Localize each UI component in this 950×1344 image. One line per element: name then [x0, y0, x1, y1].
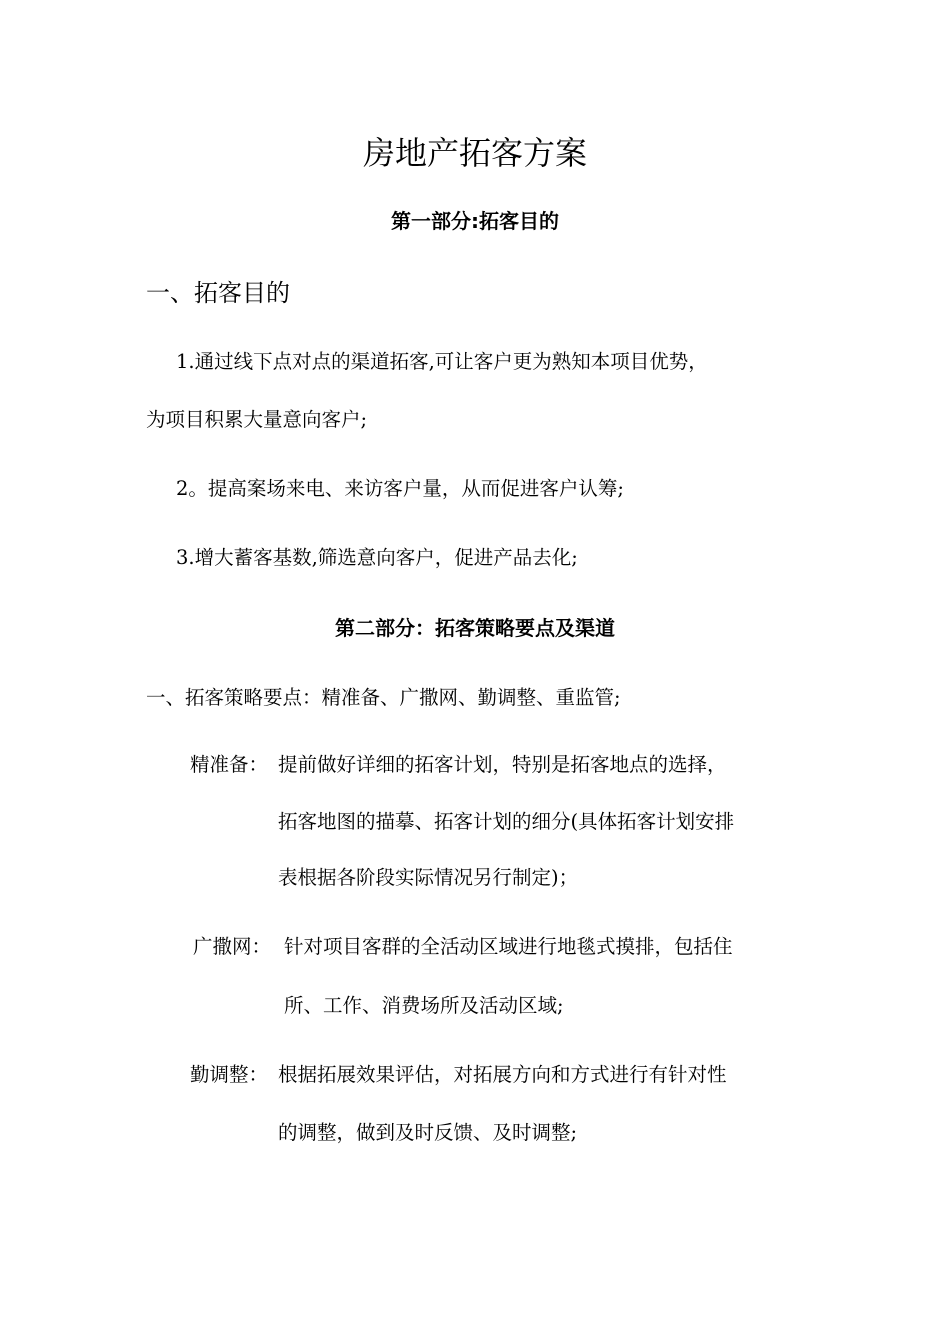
part-one-heading: 第一部分:拓客目的	[391, 209, 559, 233]
objective-item-2: 2。提高案场来电、来访客户量，从而促进客户认筹;	[176, 477, 624, 500]
strategy-precise-prep-line-2: 拓客地图的描摹、拓客计划的细分(具体拓客计划安排	[278, 810, 735, 833]
objective-item-1-line-2: 为项目积累大量意向客户;	[146, 408, 368, 431]
strategy-label-wide-net: 广撒网：	[193, 935, 272, 958]
part-two-heading: 第二部分：拓客策略要点及渠道	[335, 616, 615, 640]
strategy-wide-net-line-2: 所、工作、消费场所及活动区域;	[284, 994, 564, 1017]
section-heading-objectives: 一、拓客目的	[146, 279, 290, 307]
strategy-wide-net-line-1: 针对项目客群的全活动区域进行地毯式摸排，包括住	[284, 935, 733, 958]
strategy-precise-prep-line-3: 表根据各阶段实际情况另行制定)；	[278, 866, 579, 889]
strategy-frequent-adjust-line-2: 的调整，做到及时反馈、及时调整;	[278, 1121, 578, 1144]
objective-item-3: 3.增大蓄客基数,筛选意向客户，促进产品去化;	[176, 546, 578, 569]
objective-item-1-line-1: 1.通过线下点对点的渠道拓客,可让客户更为熟知本项目优势，	[176, 350, 708, 373]
strategy-label-frequent-adjust: 勤调整：	[190, 1063, 269, 1086]
strategy-precise-prep-line-1: 提前做好详细的拓客计划，特别是拓客地点的选择，	[278, 753, 727, 776]
strategy-frequent-adjust-line-1: 根据拓展效果评估，对拓展方向和方式进行有针对性	[278, 1063, 727, 1086]
document-title: 房地产拓客方案	[362, 134, 587, 172]
section-heading-strategy: 一、拓客策略要点：精准备、广撒网、勤调整、重监管;	[146, 686, 621, 709]
strategy-label-precise-prep: 精准备：	[190, 753, 269, 776]
